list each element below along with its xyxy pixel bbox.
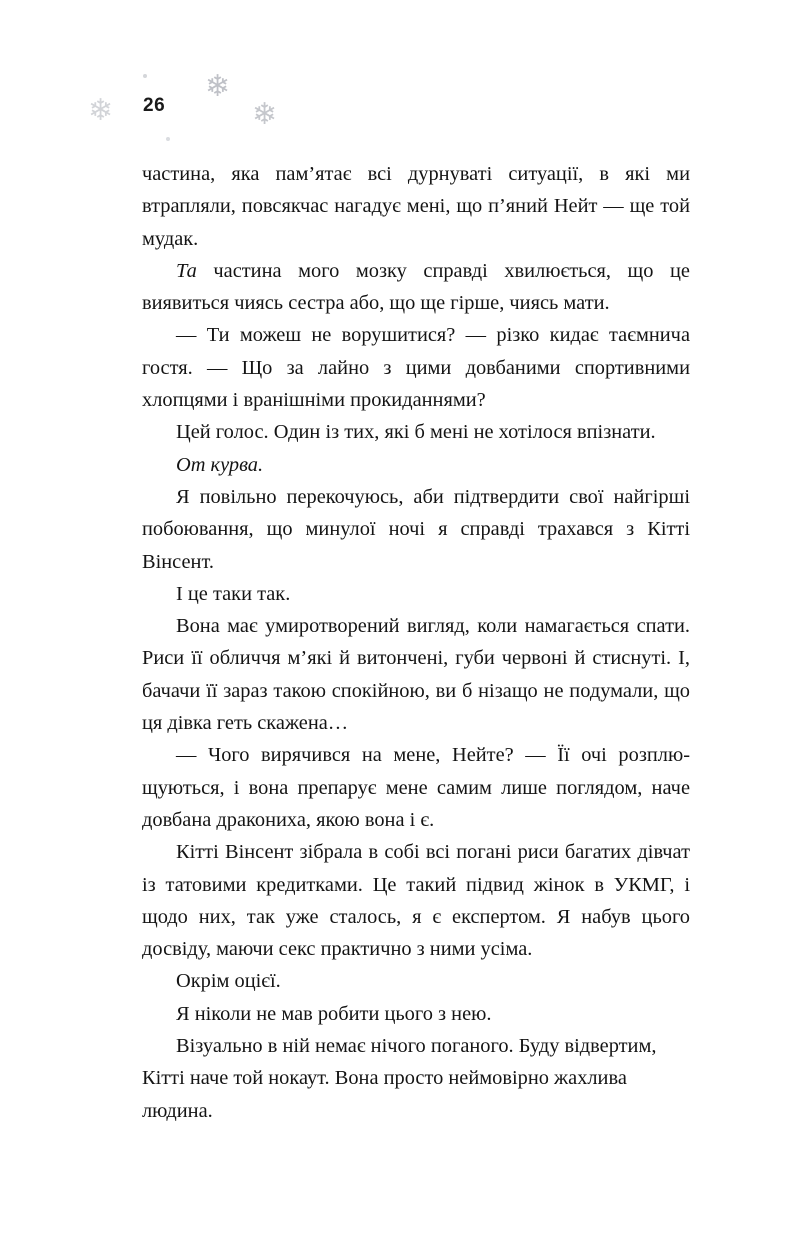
paragraph — [142, 416, 690, 448]
paragraph — [142, 739, 690, 836]
text-run: І це таки так. — [176, 582, 291, 605]
text-run: — Ти можеш не ворушитися? — різко кидає таємнича гостя. — Що за лайно з цими довбаними спортивними хлопцями і вранішніми прокиданнями? — [142, 324, 690, 412]
emphasis-text: Та — [176, 259, 197, 282]
text-run: Цей голос. Один із тих, які б мені не хотілося впізнати. — [176, 421, 656, 444]
snowflake-icon: ❄ — [205, 70, 231, 103]
text-run: Візуально в ній немає нічого поганого. Буду відвертим, Кітті наче той нокаут. Вона просто неймовірно жахлива людина. — [142, 1035, 657, 1122]
text-run: частина, яка пам’ятає всі дурнуваті ситуації, в які ми втрапляли, повсякчас нагадує мені, що п’яний Нейт — ще той мудак. — [142, 163, 690, 250]
paragraph — [142, 578, 690, 610]
paragraph — [142, 965, 690, 997]
text-run: — Чого вирячився на мене, Нейте? — Її очі розплющуються, і вона препарує мене самим лише поглядом, наче довбана дракониха, якою вона і є. — [142, 744, 690, 831]
snowflake-icon: ❄ — [252, 98, 278, 131]
paragraph — [142, 449, 690, 481]
text-run: Я повільно перекочуюсь, аби підтвердити свої найгірші побоювання, що минулої ночі я справді трахався з Кітті Вінсент. — [142, 485, 690, 573]
paragraph — [142, 319, 690, 416]
dot-decoration-icon — [166, 137, 170, 141]
paragraph — [142, 998, 690, 1030]
text-run: Вона має умиротворений вигляд, коли намагається спати. Риси її обличчя м’які й витончені, губи червоні й стиснуті. І, бачачи її зараз такою спокійною, ви б нізащо не подумали, що ця дівка геть скажена… — [142, 615, 690, 735]
page-header — [0, 0, 800, 150]
text-run: Я ніколи не мав робити цього з нею. — [176, 1002, 492, 1025]
text-run: Кітті Вінсент зібрала в собі всі погані риси багатих дівчат із татовими кредитками. Це такий підвид жінок в УКМГ, і щодо них, так уже сталось, я є експертом. Я набув цього досвіду, маючи секс практично з ними усіма. — [142, 841, 690, 961]
paragraph — [142, 481, 690, 578]
page-number: 26 — [143, 95, 166, 116]
paragraph — [142, 1030, 690, 1127]
text-run: Окрім оцієї. — [176, 970, 281, 993]
snowflake-icon: ❄ — [88, 94, 114, 127]
paragraph — [142, 158, 690, 255]
dot-decoration-icon — [143, 74, 147, 78]
paragraph — [142, 610, 690, 739]
text-run: частина мого мозку справді хвилюється, що це виявиться чиясь сестра або, що ще гірше, чиясь мати. — [142, 259, 690, 315]
emphasis-text: От курва. — [176, 453, 264, 476]
paragraph — [142, 836, 690, 965]
paragraph — [142, 255, 690, 320]
body-text — [142, 158, 690, 1127]
